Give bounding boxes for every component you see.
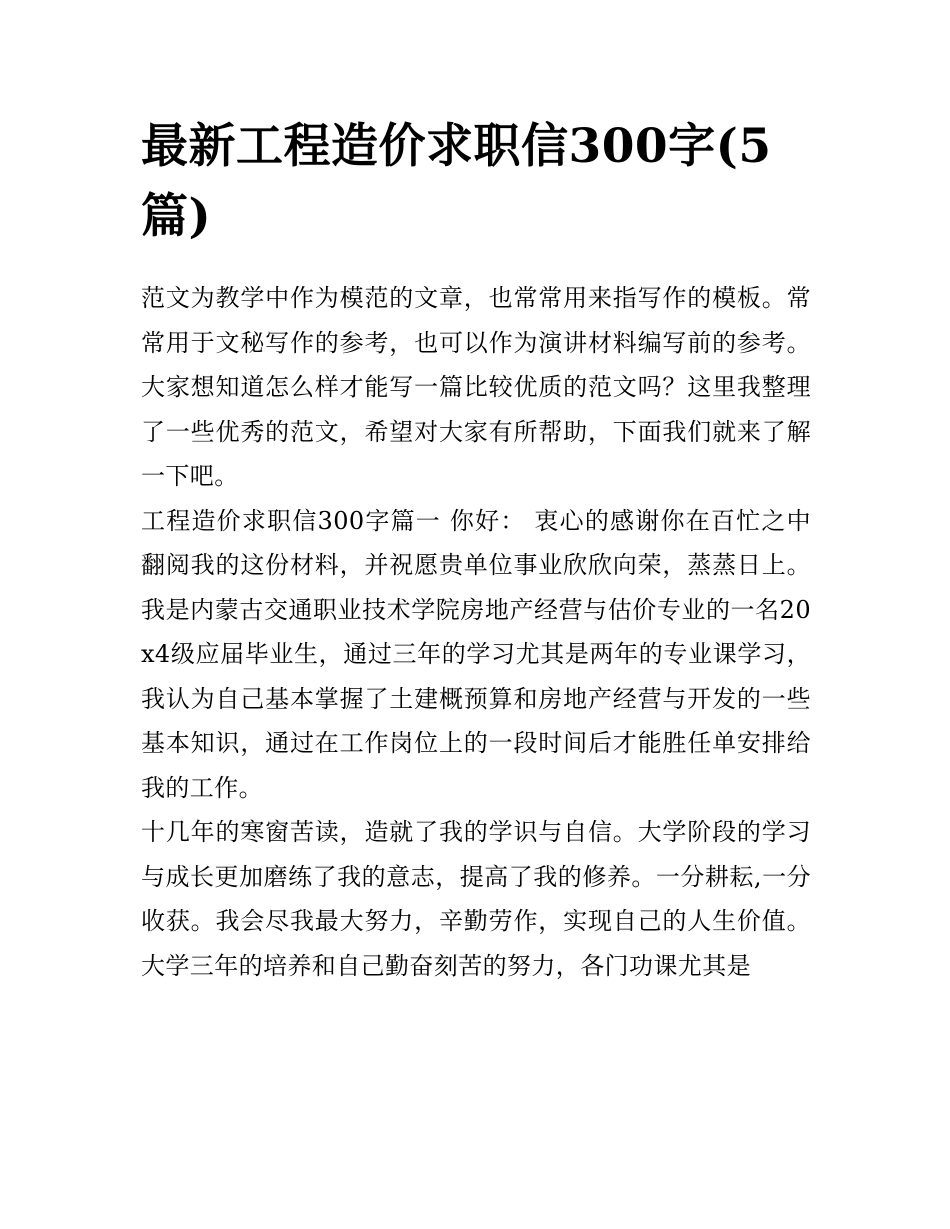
paragraph-letter-one: 工程造价求职信300字篇一 你好： 衷心的感谢你在百忙之中翻阅我的这份材料，并祝愿贵单位事业欣欣向荣，蒸蒸日上。我是内蒙古交通职业技术学院房地产经营与估价专业的一名20x4级应届毕业生，通过三年的学习尤其是两年的专业课学习，我认为自己基本掌握了土建概预算和房地产经营与开发的一些基本知识，通过在工作岗位上的一段时间后才能胜任单安排给我的工作。	[141, 506, 811, 802]
paragraph-letter-two: 十几年的寒窗苦读，造就了我的学识与自信。大学阶段的学习与成长更加磨练了我的意志，提高了我的修养。一分耕耘,一分收获。我会尽我最大努力，辛勤劳作，实现自己的人生价值。大学三年的培养和自己勤奋刻苦的努力，各门功课尤其是	[141, 818, 811, 980]
document-body	[141, 276, 811, 988]
document-content	[141, 112, 811, 988]
document-title: 最新工程造价求职信300字(5篇)	[141, 119, 772, 244]
paragraph-intro: 范文为教学中作为模范的文章，也常常用来指写作的模板。常常用于文秘写作的参考，也可以作为演讲材料编写前的参考。大家想知道怎么样才能写一篇比较优质的范文吗？这里我整理了一些优秀的范文，希望对大家有所帮助，下面我们就来了解一下吧。	[141, 284, 811, 490]
